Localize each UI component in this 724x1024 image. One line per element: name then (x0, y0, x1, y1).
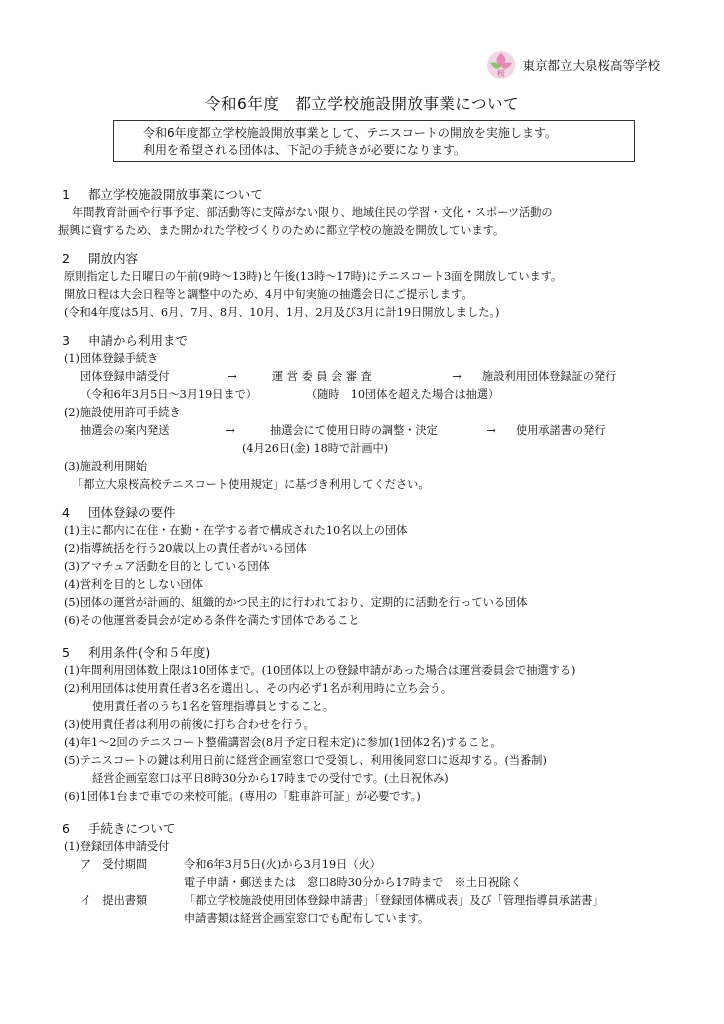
list-item: (2)指導統括を行う20歳以上の責任者がいる団体 (64, 542, 307, 555)
flow-step: 運 営 委 員 会 審 査 (272, 370, 372, 383)
section-3-sub-3: (3)施設利用開始 (64, 460, 147, 473)
section-1-heading: 1 都立学校施設開放事業について (62, 187, 263, 202)
flow-note: （随時 10団体を超えた場合は抽選） (306, 388, 500, 401)
flow-step: 団体登録申請受付 (80, 370, 170, 383)
section-2-text-1: 原則指定した日曜日の午前(9時～13時)と午後(13時～17時)にテニスコート3面を開放しています。 (64, 270, 563, 283)
intro-box (113, 120, 635, 162)
header (486, 50, 660, 80)
intro-line-1: 令和6年度都立学校施設開放事業として、テニスコートの開放を実施します。 (143, 126, 557, 140)
list-item-continued: 使用責任者のうち1名を管理指導員とすること。 (92, 700, 335, 713)
list-item: (4)営利を目的としない団体 (64, 578, 203, 591)
list-item: (5)団体の運営が計画的、組織的かつ民主的に行われており、定期的に活動を行っている団体 (64, 596, 528, 609)
list-item: (4)年1～2回のテニスコート整備講習会(8月予定日程未定)に参加(1団体2名)すること。 (64, 736, 502, 749)
section-6-heading: 6 手続きについて (62, 821, 176, 836)
section-3-sub-1: (1)団体登録手続き (64, 352, 159, 365)
section-2-heading: 2 開放内容 (62, 251, 139, 266)
section-2-text-3: (令和4年度は5月、6月、7月、8月、10月、1月、2月及び3月に計19日開放しました。) (64, 306, 500, 319)
section-3-sub-3-text: 「都立大泉桜高校テニスコート使用規定」に基づき利用してください。 (72, 478, 430, 491)
flow-note: （令和6年3月5日～3月19日まで） (80, 388, 257, 401)
section-1-text-2: 振興に資するため、また開かれた学校づくりのために都立学校の施設を開放しています。 (58, 224, 505, 237)
documents-label: イ 提出書類 (80, 894, 148, 907)
intro-line-2: 利用を希望される団体は、下記の手続きが必要になります。 (143, 143, 467, 157)
reception-period-value: 令和6年3月5日(火)から3月19日（火） (184, 858, 381, 871)
list-item: (2)利用団体は使用責任者3名を選出し、その内必ず1名が利用時に立ち会う。 (64, 682, 453, 695)
reception-period-row (58, 856, 698, 874)
school-logo-icon (486, 50, 516, 80)
list-item: (6)その他運営委員会が定める条件を満たす団体であること (64, 614, 360, 627)
arrow-icon: → (225, 424, 235, 437)
reception-method: 電子申請・郵送または 窓口8時30分から17時まで ※土日祝除く (184, 876, 522, 889)
section-4-heading: 4 団体登録の要件 (62, 505, 176, 520)
section-3-heading: 3 申請から利用まで (62, 333, 189, 348)
document-body (58, 186, 698, 928)
flow-step: 抽選会にて使用日時の調整・決定 (270, 424, 438, 437)
arrow-icon: → (227, 370, 237, 383)
documents-value: 「都立学校施設使用団体登録申請書」「登録団体構成表」及び「管理指導員承諾書」 (184, 894, 604, 907)
documents-row (58, 892, 698, 910)
list-item: (5)テニスコートの鍵は利用日前に経営企画室窓口で受領し、利用後同窓口に返却する。(当番制) (64, 754, 547, 767)
svg-text:桜: 桜 (497, 69, 506, 78)
list-item: (1)主に都内に在住・在勤・在学する者で構成された10名以上の団体 (64, 524, 408, 537)
flow-step: 使用承諾書の発行 (516, 424, 606, 437)
section-5-heading: 5 利用条件(令和５年度) (62, 645, 211, 660)
permission-flow (58, 422, 698, 440)
permission-flow-note: (4月26日(金) 18時で計画中) (242, 442, 389, 455)
list-item-continued: 経営企画室窓口は平日8時30分から17時までの受付です。(土日祝休み) (92, 772, 449, 785)
flow-step: 抽選会の案内発送 (80, 424, 170, 437)
arrow-icon: → (486, 424, 496, 437)
flow-step: 施設利用団体登録証の発行 (482, 370, 617, 383)
section-3-sub-2: (2)施設使用許可手続き (64, 406, 181, 419)
section-2-text-2: 開放日程は大会日程等と調整中のため、4月中旬実施の抽選会日にご提示します。 (64, 288, 473, 301)
list-item: (1)年間利用団体数上限は10団体まで。(10団体以上の登録申請があった場合は運営委員会で抽選する) (64, 664, 576, 677)
arrow-icon: → (452, 370, 462, 383)
registration-flow (58, 368, 698, 386)
section-6-sub-1: (1)登録団体申請受付 (64, 840, 170, 853)
registration-flow-notes (58, 386, 698, 404)
reception-period-label: ア 受付期間 (80, 858, 148, 871)
school-name: 東京都立大泉桜高等学校 (522, 58, 660, 73)
list-item: (3)アマチュア活動を目的としている団体 (64, 560, 270, 573)
page-title: 令和6年度 都立学校施設開放事業について (204, 95, 520, 113)
section-1-text-1: 年間教育計画や行事予定、部活動等に支障がない限り、地域住民の学習・文化・スポーツ活動の (72, 206, 553, 219)
list-item: (6)1団体1台まで車での来校可能。(専用の「駐車許可証」が必要です。) (64, 790, 421, 803)
documents-note: 申請書類は経営企画室窓口でも配布しています。 (184, 912, 430, 925)
list-item: (3)使用責任者は利用の前後に打ち合わせを行う。 (64, 718, 315, 731)
